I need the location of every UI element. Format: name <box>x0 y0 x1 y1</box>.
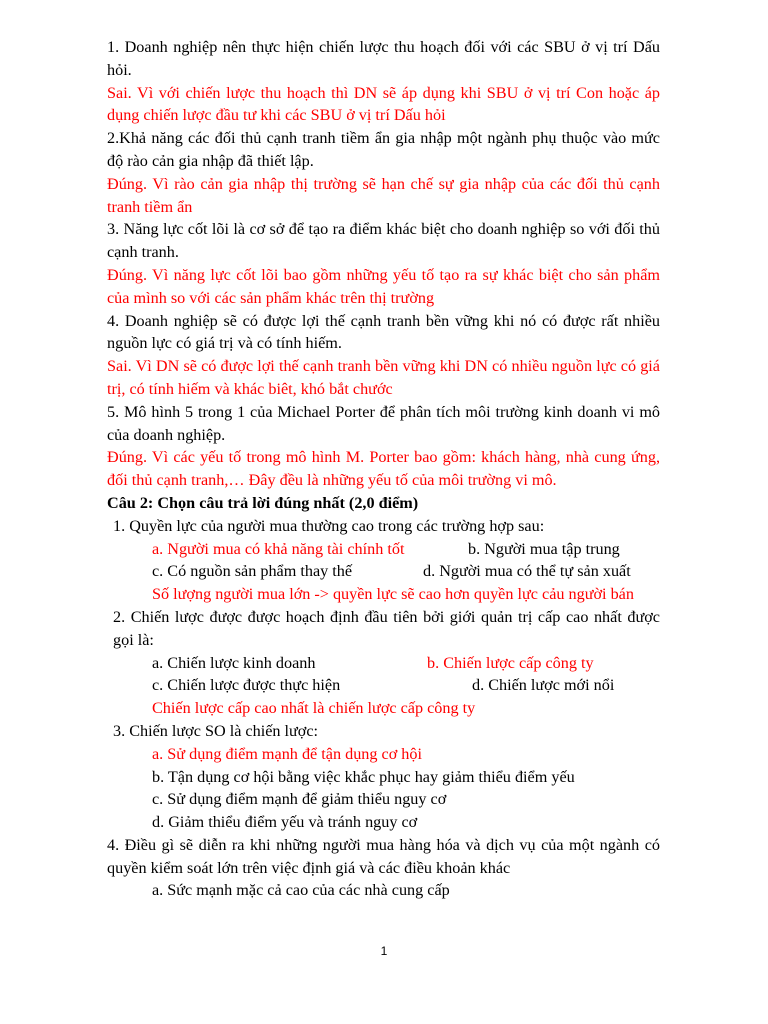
tf-question-2: 2.Khả năng các đối thủ cạnh tranh tiềm ẩn gia nhập một ngành phụ thuộc vào mức độ rào cản gia nhập đã thiết lập. <box>107 129 660 170</box>
mc-q1-options-row-1 <box>107 538 660 561</box>
tf-answer-3: Đúng. Vì năng lực cốt lõi bao gồm những yếu tố tạo ra sự khác biệt cho sản phẩm của mình so với các sản phẩm khác trên thị trường <box>107 265 660 307</box>
mc-q2-note: Chiến lược cấp cao nhất là chiến lược cấp công ty <box>152 699 476 718</box>
mc-question-1: 1. Quyền lực của người mua thường cao trong các trường hợp sau: <box>113 516 545 535</box>
mc-q1-option-d: d. Người mua có thể tự sản xuất <box>423 562 631 581</box>
mc-q1-option-c: c. Có nguồn sản phẩm thay thế <box>152 562 353 581</box>
tf-answer-5: Đúng. Vì các yếu tố trong mô hình M. Porter bao gồm: khách hàng, nhà cung ứng, đối thủ cạnh tranh,… Đây đều là những yếu tố của môi trường vi mô. <box>107 448 660 490</box>
mc-q2-option-a: a. Chiến lược kinh doanh <box>152 653 316 672</box>
mc-q2-options-row-1 <box>107 652 660 675</box>
page-number: 1 <box>380 944 388 958</box>
mc-q2-option-b: b. Chiến lược cấp công ty <box>427 653 594 672</box>
tf-question-1: 1. Doanh nghiệp nên thực hiện chiến lược thu hoạch đối với các SBU ở vị trí Dấu hỏi. <box>107 38 660 79</box>
mc-q2-options-row-2 <box>107 674 660 697</box>
mc-q3-option-c: c. Sử dụng điểm mạnh để giảm thiểu nguy cơ <box>152 790 447 809</box>
mc-q3-option-b: b. Tận dụng cơ hội bằng việc khắc phục hay giảm thiểu điểm yếu <box>152 767 575 786</box>
tf-question-3: 3. Năng lực cốt lõi là cơ sở để tạo ra điểm khác biệt cho doanh nghiệp so với đối thủ cạnh tranh. <box>107 220 660 262</box>
mc-question-2: 2. Chiến lược được được hoạch định đầu tiên bởi giới quản trị cấp cao nhất được gọi là: <box>113 607 660 649</box>
mc-question-3: 3. Chiến lược SO là chiến lược: <box>113 721 319 740</box>
mc-question-4: 4. Điều gì sẽ diễn ra khi những người mua hàng hóa và dịch vụ của một ngành có quyền kiểm soát lớn trên việc định giá và các điều khoản khác <box>107 835 660 877</box>
mc-q2-option-c: c. Chiến lược được thực hiện <box>152 676 341 695</box>
mc-q2-option-d: d. Chiến lược mới nổi <box>472 676 615 695</box>
mc-q3-option-d: d. Giảm thiểu điểm yếu và tránh nguy cơ <box>152 813 418 832</box>
tf-answer-2: Đúng. Vì rào cản gia nhập thị trường sẽ hạn chế sự gia nhập của các đối thủ cạnh tranh tiềm ẩn <box>107 174 660 216</box>
mc-q1-options-row-2 <box>107 560 660 583</box>
mc-q1-note: Số lượng người mua lớn -> quyền lực sẽ cao hơn quyền lực cảu người bán <box>152 585 634 604</box>
mc-q3-option-a: a. Sử dụng điểm mạnh để tận dụng cơ hội <box>152 744 422 763</box>
tf-answer-1: Sai. Vì với chiến lược thu hoạch thì DN sẽ áp dụng khi SBU ở vị trí Con hoặc áp dụng chiến lược đầu tư khi các SBU ở vị trí Dấu hỏi <box>107 83 660 125</box>
tf-question-4: 4. Doanh nghiệp sẽ có được lợi thế cạnh tranh bền vững khi nó có được rất nhiều nguồn lực có giá trị và có tính hiếm. <box>107 311 660 353</box>
mc-q4-option-a: a. Sức mạnh mặc cả cao của các nhà cung cấp <box>152 881 450 900</box>
section-2-heading: Câu 2: Chọn câu trả lời đúng nhất (2,0 điểm) <box>107 493 419 512</box>
tf-answer-4: Sai. Vì DN sẽ có được lợi thế cạnh tranh bền vững khi DN có nhiều nguồn lực có giá trị, có tính hiếm và khác biêt, khó bắt chước <box>107 357 660 398</box>
mc-q1-option-a: a. Người mua có khả năng tài chính tốt <box>152 539 405 558</box>
mc-q1-option-b: b. Người mua tập trung <box>468 539 620 558</box>
tf-question-5: 5. Mô hình 5 trong 1 của Michael Porter để phân tích môi trường kinh doanh vi mô của doanh nghiệp. <box>107 402 660 444</box>
page-content <box>107 36 660 902</box>
